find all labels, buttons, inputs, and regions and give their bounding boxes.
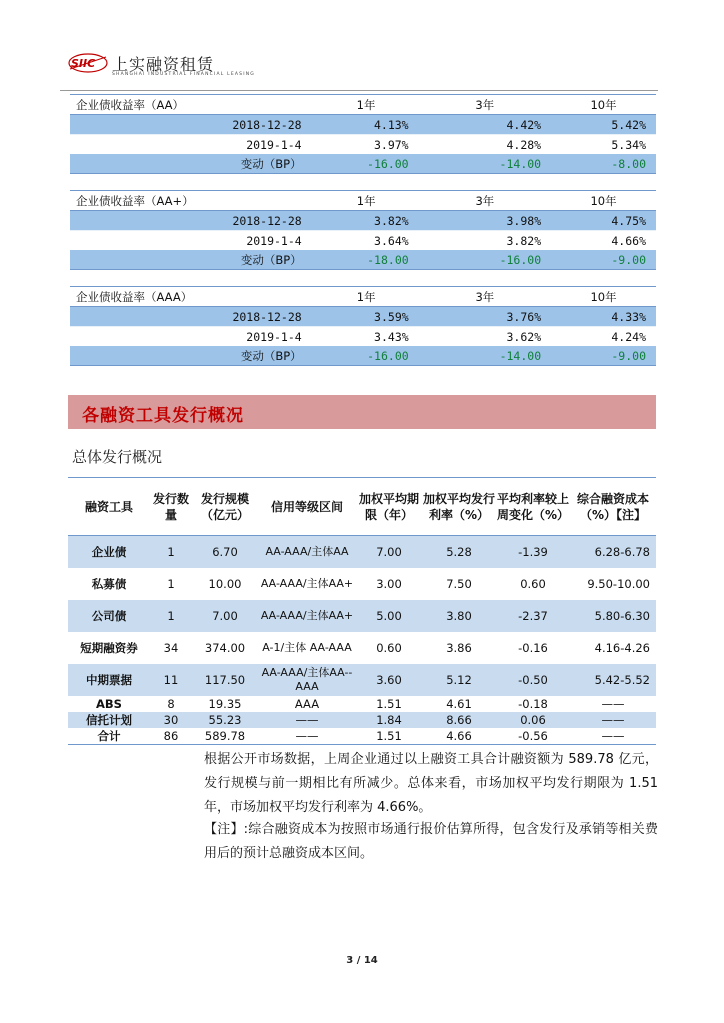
rate-change: 0.06 <box>496 712 570 728</box>
period-header: 10年 <box>551 191 656 211</box>
date-cell: 2018-12-28 <box>70 211 314 231</box>
subsection-title: 总体发行概况 <box>72 448 163 466</box>
yield-cell: 3.97% <box>314 135 419 155</box>
table-row <box>68 600 656 632</box>
instrument-name: 信托计划 <box>68 712 150 728</box>
header-divider <box>60 90 658 91</box>
svg-text:SIIC: SIIC <box>71 57 96 70</box>
rate-change: -0.50 <box>496 664 570 696</box>
yield-cell: 5.42% <box>551 115 656 135</box>
yield-table-aa <box>70 94 656 174</box>
table-row <box>68 664 656 696</box>
issue-size: 374.00 <box>192 632 258 664</box>
change-cell: -8.00 <box>551 154 656 174</box>
rate-change: -0.56 <box>496 728 570 745</box>
avg-term: 0.60 <box>356 632 422 664</box>
yield-cell: 3.59% <box>314 307 419 327</box>
period-header: 1年 <box>314 191 419 211</box>
change-label: 变动（BP） <box>70 346 314 366</box>
change-cell: -9.00 <box>551 346 656 366</box>
rate-change: 0.60 <box>496 568 570 600</box>
column-header: 融资工具 <box>68 478 150 536</box>
change-cell: -16.00 <box>314 154 419 174</box>
rating-range: AAA <box>258 696 356 712</box>
change-row <box>70 154 656 174</box>
yield-cell: 3.82% <box>419 231 551 251</box>
section-title: 各融资工具发行概况 <box>82 406 244 426</box>
rate-change: -1.39 <box>496 536 570 569</box>
issue-count: 34 <box>150 632 192 664</box>
instrument-name: 中期票据 <box>68 664 150 696</box>
rating-range: AA-AAA/主体AA--AAA <box>258 664 356 696</box>
issuance-table <box>68 477 656 745</box>
issue-count: 86 <box>150 728 192 745</box>
yield-table-aaa <box>70 286 656 366</box>
issue-count: 1 <box>150 536 192 569</box>
issue-size: 589.78 <box>192 728 258 745</box>
page-number: 3 / 14 <box>346 955 378 966</box>
table-header-row <box>68 478 656 536</box>
period-header: 3年 <box>419 287 551 307</box>
table-row <box>70 135 656 155</box>
rating-range: —— <box>258 728 356 745</box>
change-cell: -16.00 <box>314 346 419 366</box>
column-header: 发行规模（亿元） <box>192 478 258 536</box>
yield-cell: 4.24% <box>551 327 656 347</box>
brand-name-en: SHANGHAI INDUSTRIAL FINANCIAL LEASING <box>112 72 255 77</box>
rating-range: AA-AAA/主体AA+ <box>258 600 356 632</box>
yield-cell: 4.13% <box>314 115 419 135</box>
cost-range: —— <box>570 712 656 728</box>
column-header: 综合融资成本（%）【注】 <box>570 478 656 536</box>
rate-change: -0.16 <box>496 632 570 664</box>
yield-table-aa-plus <box>70 190 656 270</box>
issue-count: 11 <box>150 664 192 696</box>
summary-paragraph: 根据公开市场数据，上周企业通过以上融资工具合计融资额为 589.78 亿元，发行规模与前一期相比有所减少。总体来看，市场加权平均发行期限为 1.51 年，市场加权平均发行利率为 4.66%。 <box>204 752 658 815</box>
avg-rate: 7.50 <box>422 568 496 600</box>
brand-name: 上实融资租赁 <box>112 55 215 74</box>
rate-change: -0.18 <box>496 696 570 712</box>
table-row <box>68 536 656 569</box>
change-cell: -9.00 <box>551 250 656 270</box>
table-header-row <box>70 95 656 115</box>
cost-range: —— <box>570 696 656 712</box>
rating-range: —— <box>258 712 356 728</box>
instrument-name: 企业债 <box>68 536 150 569</box>
table-total-row <box>68 728 656 745</box>
column-header: 平均利率较上周变化（%） <box>496 478 570 536</box>
instrument-name: 合计 <box>68 728 150 745</box>
change-row <box>70 346 656 366</box>
date-cell: 2018-12-28 <box>70 307 314 327</box>
table-row <box>70 231 656 251</box>
table-row <box>70 307 656 327</box>
issue-size: 117.50 <box>192 664 258 696</box>
table-row <box>68 712 656 728</box>
table-row <box>70 115 656 135</box>
cost-range: 9.50-10.00 <box>570 568 656 600</box>
table-row <box>68 632 656 664</box>
issue-size: 6.70 <box>192 536 258 569</box>
change-label: 变动（BP） <box>70 250 314 270</box>
avg-term: 7.00 <box>356 536 422 569</box>
column-header: 信用等级区间 <box>258 478 356 536</box>
yield-cell: 4.33% <box>551 307 656 327</box>
rating-range: A-1/主体 AA-AAA <box>258 632 356 664</box>
table-row <box>70 211 656 231</box>
section-banner <box>68 395 656 429</box>
table-title: 企业债收益率（AA） <box>70 95 314 115</box>
rate-change: -2.37 <box>496 600 570 632</box>
column-header: 加权平均发行利率（%） <box>422 478 496 536</box>
avg-term: 1.51 <box>356 696 422 712</box>
change-label: 变动（BP） <box>70 154 314 174</box>
table-row <box>68 696 656 712</box>
page-header <box>60 48 658 90</box>
avg-rate: 3.80 <box>422 600 496 632</box>
avg-term: 1.84 <box>356 712 422 728</box>
instrument-name: 公司债 <box>68 600 150 632</box>
table-header-row <box>70 191 656 211</box>
issue-size: 19.35 <box>192 696 258 712</box>
yield-cell: 4.66% <box>551 231 656 251</box>
instrument-name: 私募债 <box>68 568 150 600</box>
column-header: 发行数量 <box>150 478 192 536</box>
cost-range: 5.42-5.52 <box>570 664 656 696</box>
yield-cell: 4.42% <box>419 115 552 135</box>
rating-range: AA-AAA/主体AA+ <box>258 568 356 600</box>
date-cell: 2019-1-4 <box>70 135 314 155</box>
yield-cell: 3.64% <box>314 231 419 251</box>
change-cell: -18.00 <box>314 250 419 270</box>
yield-cell: 3.98% <box>419 211 551 231</box>
table-row <box>70 327 656 347</box>
yield-cell: 4.75% <box>551 211 656 231</box>
avg-rate: 8.66 <box>422 712 496 728</box>
table-title: 企业债收益率（AA+） <box>70 191 314 211</box>
table-row <box>68 568 656 600</box>
cost-range: 4.16-4.26 <box>570 632 656 664</box>
note-paragraph: 【注】:综合融资成本为按照市场通行报价估算所得，包含发行及承销等相关费用后的预计总融资成本区间。 <box>204 822 658 861</box>
yield-cell: 3.82% <box>314 211 419 231</box>
issue-size: 55.23 <box>192 712 258 728</box>
date-cell: 2019-1-4 <box>70 231 314 251</box>
period-header: 3年 <box>419 191 551 211</box>
rating-range: AA-AAA/主体AA <box>258 536 356 569</box>
column-header: 加权平均期限（年） <box>356 478 422 536</box>
table-header-row <box>70 287 656 307</box>
issue-size: 10.00 <box>192 568 258 600</box>
period-header: 3年 <box>419 95 552 115</box>
issue-count: 1 <box>150 568 192 600</box>
yield-cell: 3.43% <box>314 327 419 347</box>
yield-cell: 4.28% <box>419 135 552 155</box>
avg-term: 1.51 <box>356 728 422 745</box>
change-cell: -16.00 <box>419 250 551 270</box>
period-header: 10年 <box>551 95 656 115</box>
date-cell: 2018-12-28 <box>70 115 314 135</box>
issue-count: 1 <box>150 600 192 632</box>
siic-logo-icon <box>68 50 108 76</box>
cost-range: —— <box>570 728 656 745</box>
cost-range: 5.80-6.30 <box>570 600 656 632</box>
change-cell: -14.00 <box>419 154 552 174</box>
avg-term: 5.00 <box>356 600 422 632</box>
avg-rate: 3.86 <box>422 632 496 664</box>
yield-cell: 5.34% <box>551 135 656 155</box>
change-cell: -14.00 <box>419 346 551 366</box>
avg-rate: 5.12 <box>422 664 496 696</box>
table-title: 企业债收益率（AAA） <box>70 287 314 307</box>
cost-range: 6.28-6.78 <box>570 536 656 569</box>
avg-term: 3.00 <box>356 568 422 600</box>
period-header: 1年 <box>314 287 419 307</box>
period-header: 1年 <box>314 95 419 115</box>
avg-term: 3.60 <box>356 664 422 696</box>
period-header: 10年 <box>551 287 656 307</box>
avg-rate: 4.61 <box>422 696 496 712</box>
issue-size: 7.00 <box>192 600 258 632</box>
issue-count: 30 <box>150 712 192 728</box>
yield-cell: 3.76% <box>419 307 551 327</box>
issue-count: 8 <box>150 696 192 712</box>
avg-rate: 5.28 <box>422 536 496 569</box>
change-row <box>70 250 656 270</box>
instrument-name: 短期融资券 <box>68 632 150 664</box>
instrument-name: ABS <box>68 696 150 712</box>
date-cell: 2019-1-4 <box>70 327 314 347</box>
avg-rate: 4.66 <box>422 728 496 745</box>
yield-cell: 3.62% <box>419 327 551 347</box>
